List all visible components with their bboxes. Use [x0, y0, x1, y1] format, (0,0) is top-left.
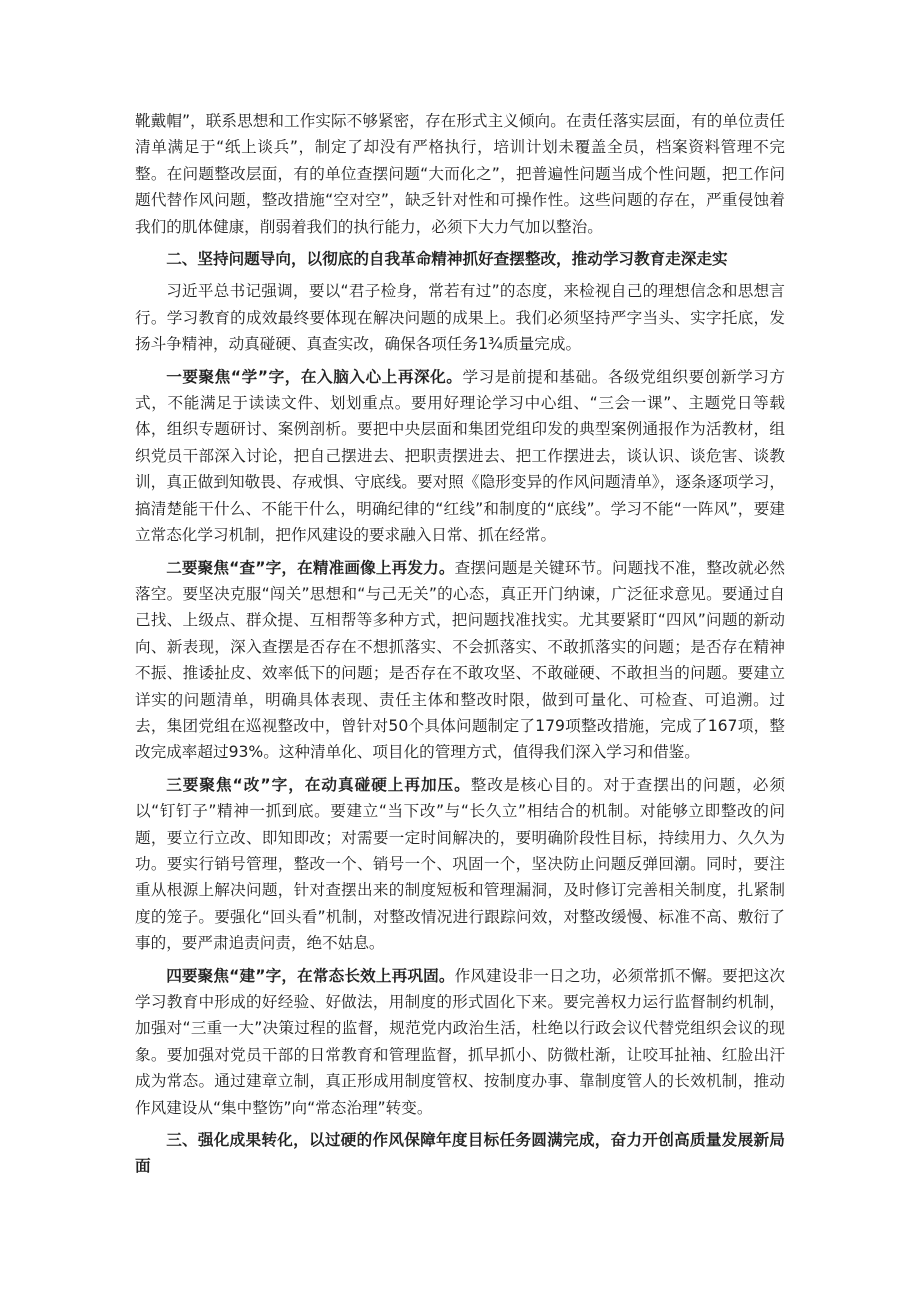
body-paragraph-rectify: [135, 772, 785, 957]
paragraph-text: 学习是前提和基础。各级党组织要创新学习方式，不能满足于读读文件、划划重点。要用好理论学习中心组、“三会一课”、主题党日等载体，组织专题研讨、案例剖析。要把中央层面和集团党组印发的典型案例通报作为活教材，组织党员干部深入讨论，把自己摆进去、把职责摆进去、把工作摆进去，谈认识、谈危害、谈教训，真正做到知敬畏、存戒惧、守底线。要对照《隐形变异的作风问题清单》，逐条逐项学习，搞清楚能干什么、不能干什么，明确纪律的“红线”和制度的“底线”。学习不能“一阵风”，要建立常态化学习机制，把作风建设的要求融入日常、抓在经常。: [135, 367, 785, 545]
body-paragraph-build: [135, 963, 785, 1121]
body-paragraph-check: [135, 555, 785, 766]
paragraph-text: 整改是核心目的。对于查摆出的问题，必须以“钉钉子”精神一抓到底。要建立“当下改”与“长久立”相结合的机制。对能够立即整改的问题，要立行立改、即知即改；对需要一定时间解决的，要明确阶段性目标，持续用力、久久为功。要实行销号管理，整改一个、销号一个、巩固一个，坚决防止问题反弹回潮。同时，要注重从根源上解决问题，针对查摆出来的制度短板和管理漏洞，及时修订完善相关制度，扎紧制度的笼子。要强化“回头看”机制，对整改情况进行跟踪问效，对整改缓慢、标准不高、敷衍了事的，要严肃追责问责，绝不姑息。: [135, 775, 785, 953]
paragraph-lead: 一要聚焦“学”字，在入脑入心上再深化。: [166, 367, 463, 386]
body-paragraph-intro: [135, 278, 785, 357]
paragraph-text: 靴戴帽”，联系思想和工作实际不够紧密，存在形式主义倾向。在责任落实层面，有的单位责任清单满足于“纸上谈兵”，制定了却没有严格执行，培训计划未覆盖全员，档案资料管理不完整。在问题整改层面，有的单位查摆问题“大而化之”，把普遍性问题当成个性问题，把工作问题代替作风问题，整改措施“空对空”，缺乏针对性和可操作性。这些问题的存在，严重侵蚀着我们的肌体健康，削弱着我们的执行能力，必须下大力气加以整治。: [135, 112, 785, 236]
body-paragraph-1: [135, 108, 785, 240]
section-heading-2: [135, 246, 785, 272]
section-heading-3: [135, 1127, 785, 1180]
paragraph-text: 习近平总书记强调，要以“君子检身，常若有过”的态度，来检视自己的理想信念和思想言行。学习教育的成效最终要体现在解决问题的成果上。我们必须坚持严字当头、实字托底，发扬斗争精神，动真碰硬、真查实改，确保各项任务1¾质量完成。: [135, 282, 785, 354]
paragraph-lead: 四要聚焦“建”字，在常态长效上再巩固。: [166, 966, 455, 985]
paragraph-text: 作风建设非一日之功，必须常抓不懈。要把这次学习教育中形成的好经验、好做法，用制度的形式固化下来。要完善权力运行监督制约机制，加强对“三重一大”决策过程的监督，规范党内政治生活，杜绝以行政会议代替党组织会议的现象。要加强对党员干部的日常教育和管理监督，抓早抓小、防微杜渐，让咬耳扯袖、红脸出汗成为常态。通过建章立制，真正形成用制度管权、按制度办事、靠制度管人的长效机制，推动作风建设从“集中整饬”向“常态治理”转变。: [135, 966, 785, 1117]
heading-text: 二、坚持问题导向，以彻底的自我革命精神抓好查摆整改，推动学习教育走深走实: [166, 250, 728, 269]
paragraph-lead: 三要聚焦“改”字，在动真碰硬上再加压。: [166, 775, 471, 794]
paragraph-text: 查摆问题是关键环节。问题找不准，整改就必然落空。要坚决克服“闯关”思想和“与己无关”的心态，真正开门纳谏，广泛征求意见。要通过自己找、上级点、群众提、互相帮等多种方式，把问题找准找实。尤其要紧盯“四风”问题的新动向、新表现，深入查摆是否存在不想抓落实、不会抓落实、不敢抓落实的问题；是否存在精神不振、推诿扯皮、效率低下的问题；是否存在不敢攻坚、不敢碰硬、不敢担当的问题。要建立详实的问题清单，明确具体表现、责任主体和整改时限，做到可量化、可检查、可追溯。过去，集团党组在巡视整改中，曾针对50个具体问题制定了179项整改措施，完成了167项，整改完成率超过93%。这种清单化、项目化的管理方式，值得我们深入学习和借鉴。: [135, 558, 785, 762]
body-paragraph-study: [135, 364, 785, 549]
heading-text: 三、强化成果转化，以过硬的作风保障年度目标任务圆满完成，奋力开创高质量发展新局面: [135, 1131, 785, 1176]
paragraph-lead: 二要聚焦“查”字，在精准画像上再发力。: [166, 558, 455, 577]
